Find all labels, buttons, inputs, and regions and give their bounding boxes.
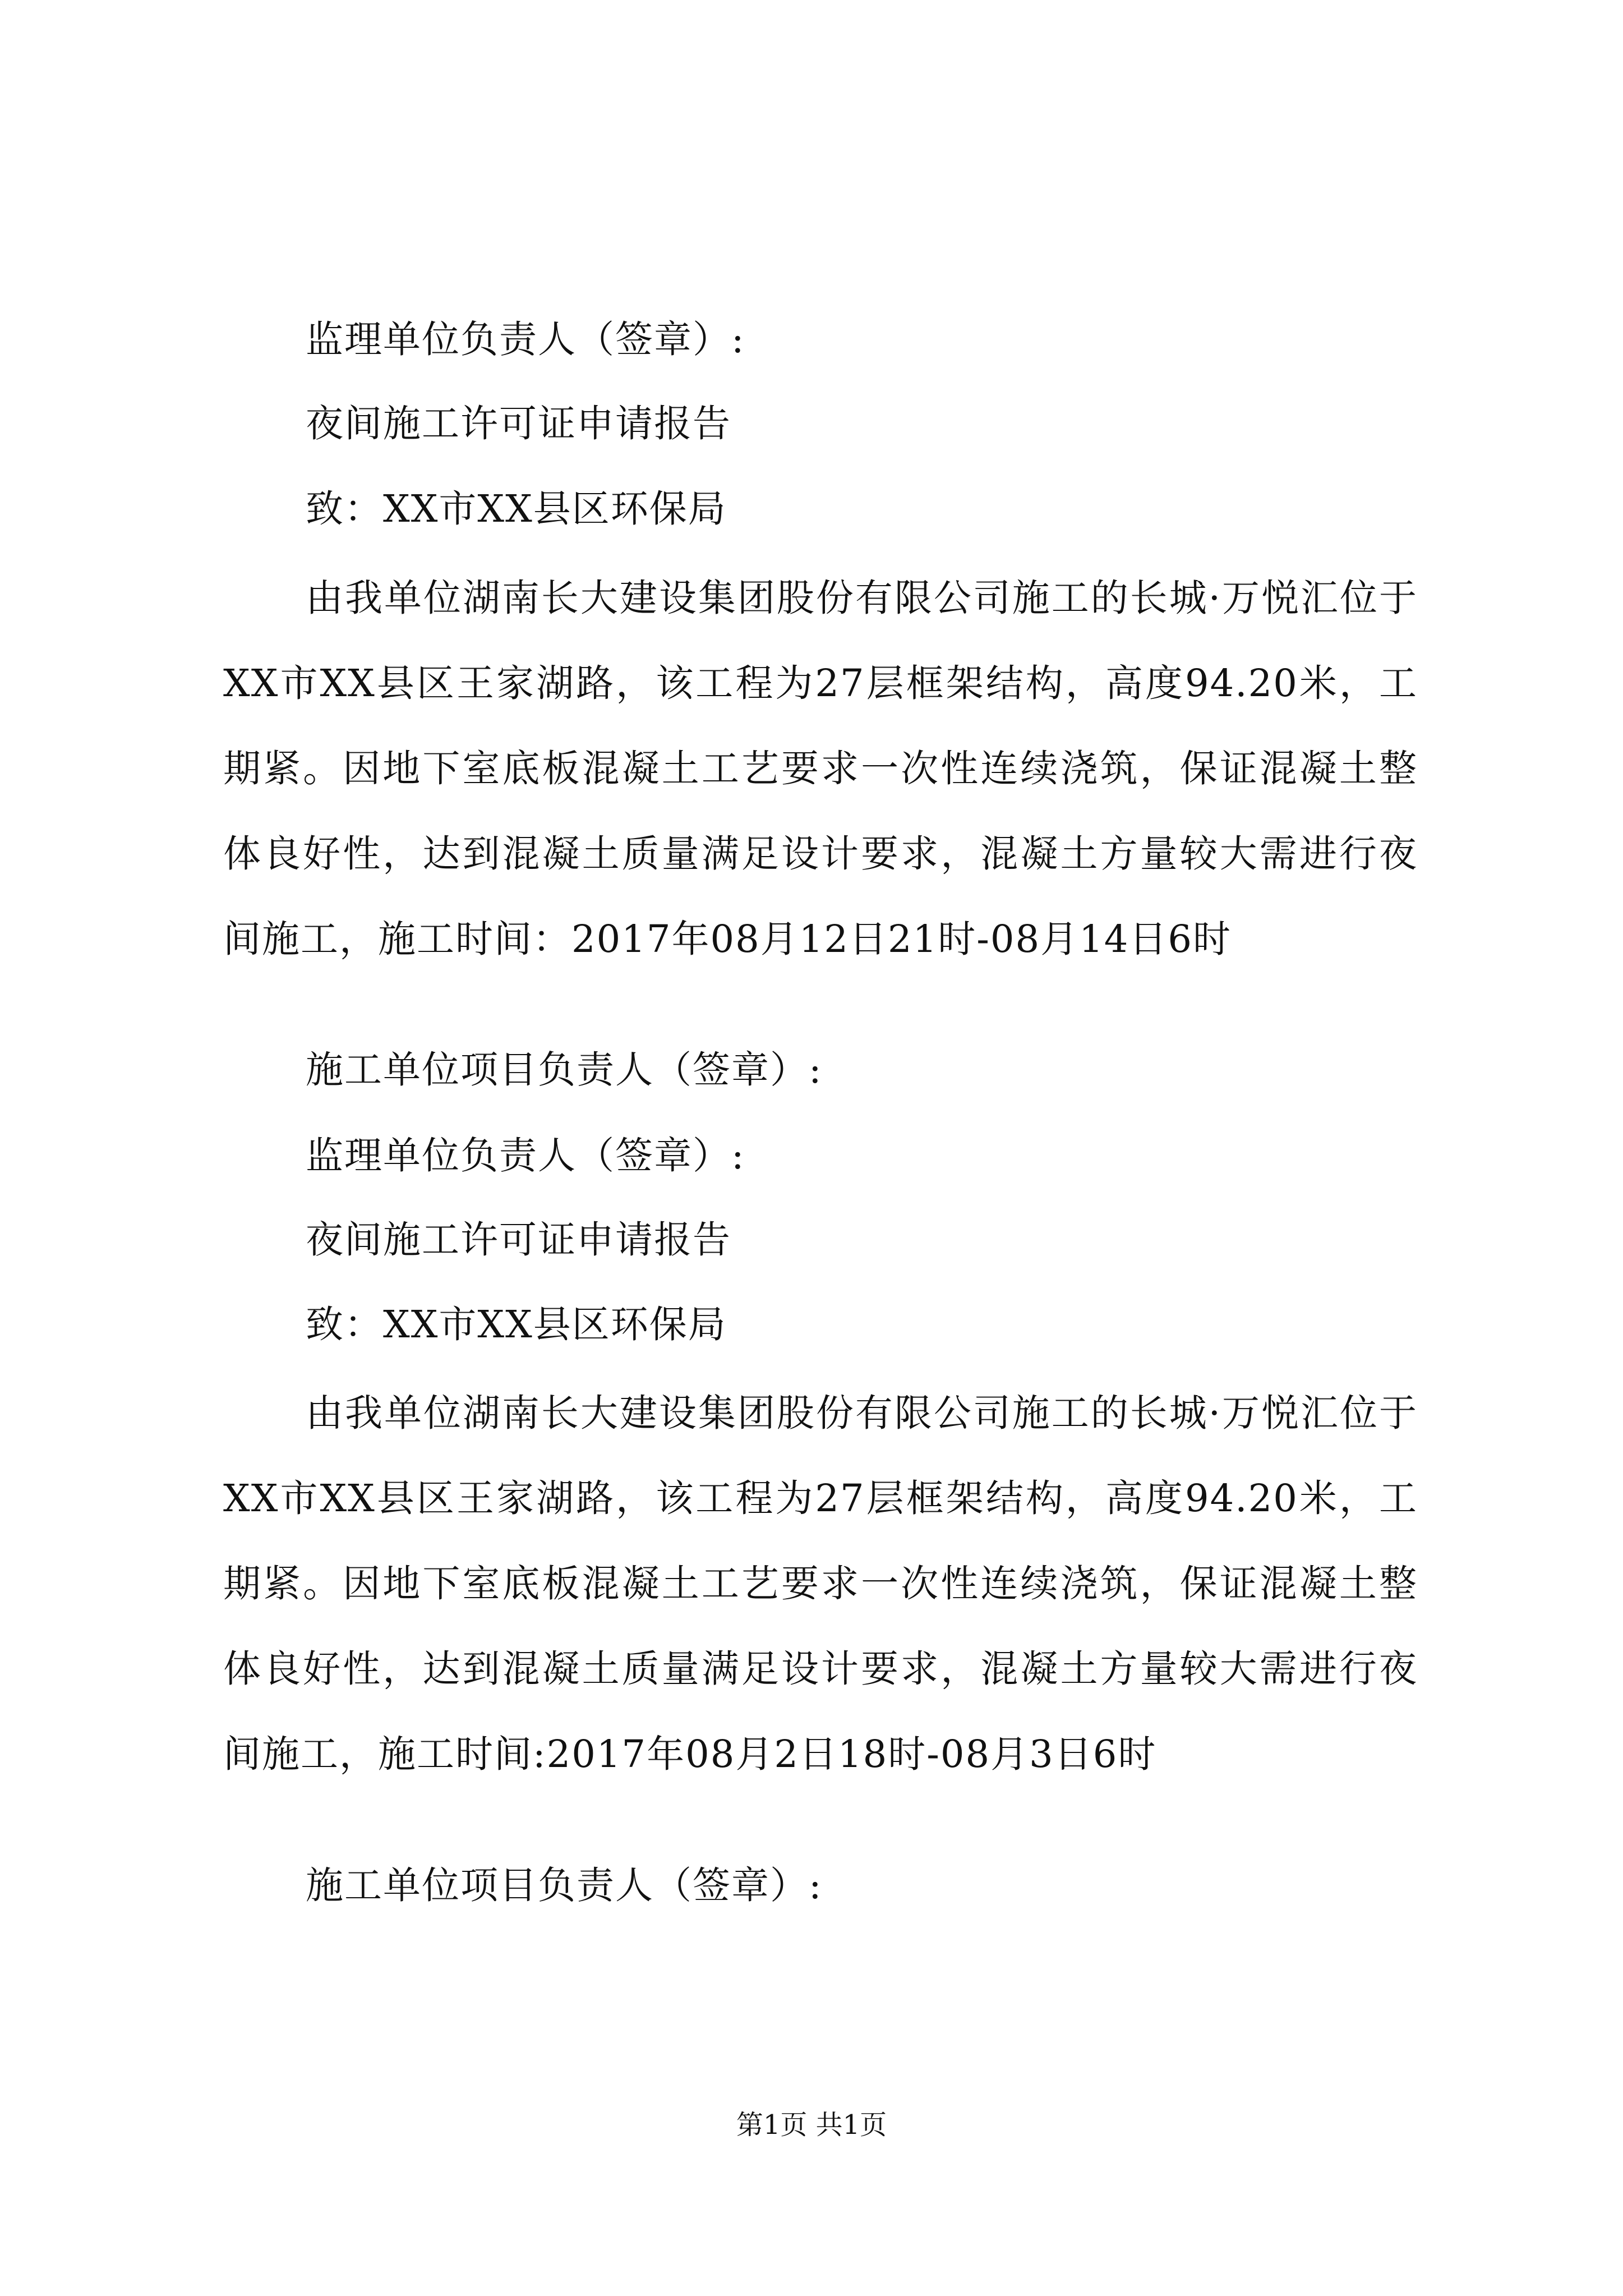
- application-paragraph: 由我单位湖南长大建设集团股份有限公司施工的长城·万悦汇位于XX市XX县区王家湖路，该工程为27层框架结构，高度94.20米，工期紧。因地下室底板混凝土工艺要求一次性连续浇筑，保证混凝土整体良好性，达到混凝土质量满足设计要求，混凝土方量较大需进行夜间施工，施工时间：2017年08月12日21时-08月14日6时: [223, 576, 1418, 961]
- supervisor-signature-line: 监理单位负责人（签章）:: [306, 318, 745, 361]
- supervisor-signature-line: 监理单位负责人（签章）:: [306, 1134, 745, 1177]
- application-paragraph: 由我单位湖南长大建设集团股份有限公司施工的长城·万悦汇位于XX市XX县区王家湖路，该工程为27层框架结构，高度94.20米，工期紧。因地下室底板混凝土工艺要求一次性连续浇筑，保证混凝土整体良好性，达到混凝土质量满足设计要求，混凝土方量较大需进行夜间施工，施工时间:2017年08月2日18时-08月3日6时: [223, 1391, 1418, 1776]
- addressee-line: 致：XX市XX县区环保局: [306, 1303, 727, 1346]
- contractor-signature-line: 施工单位项目负责人（签章）:: [306, 1864, 823, 1907]
- report-title: 夜间施工许可证申请报告: [306, 402, 731, 445]
- addressee-line: 致：XX市XX县区环保局: [306, 487, 727, 531]
- contractor-signature-line: 施工单位项目负责人（签章）:: [306, 1048, 823, 1092]
- report-title: 夜间施工许可证申请报告: [306, 1218, 731, 1262]
- page-number-footer: 第1页 共1页: [736, 2109, 887, 2141]
